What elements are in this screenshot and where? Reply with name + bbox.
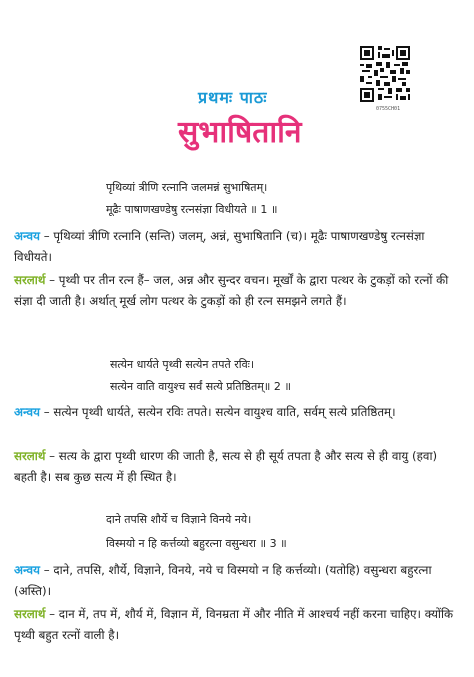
saralartha-label: सरलार्थ [14,449,46,463]
anvaya-text: – पृथिव्यां त्रीणि रत्नानि (सन्ति) जलम्, अन्नं, सुभाषितानि (च)। मूढैः पाषाणखण्डेषु रत्नसंज्ञा विधीयते। [14,229,425,264]
verse-1-anvaya [14,226,462,268]
lesson-number: प्रथमः पाठः [198,88,268,107]
saralartha-label: सरलार्थ [14,273,46,287]
anvaya-text: – दाने, तपसि, शौर्ये, विज्ञाने, विनये, नये च विस्मयो न हि कर्त्तव्यो। (यतोहि) वसुन्धरा बहुरत्ना (अस्ति)। [14,563,432,598]
verse-2-line-2: सत्येन वाति वायुश्च सर्वं सत्ये प्रतिष्ठितम्॥ 2 ॥ [110,380,291,393]
anvaya-label: अन्वय [14,229,40,243]
verse-2-anvaya [14,402,462,423]
verse-3-line-2: विस्मयो न हि कर्त्तव्यो बहुरत्ना वसुन्धरा ॥ 3 ॥ [106,537,287,550]
lesson-title: सुभाषितानि [178,115,302,150]
verse-3-line-1: दाने तपसि शौर्ये च विज्ञाने विनये नये। [106,513,252,526]
anvaya-label: अन्वय [14,405,40,419]
saralartha-text: – पृथ्वी पर तीन रत्न हैं– जल, अन्न और सुन्दर वचन। मूर्खों के द्वारा पत्थर के टुकड़ों को रत्नों की संज्ञा दी जाती है। अर्थात् मूर्ख लोग पत्थर के टुकड़ों को ही रत्न समझने लगते हैं। [14,273,449,308]
verse-2-line-1: सत्येन धार्यते पृथ्वी सत्येन तपते रविः। [110,358,255,371]
qr-code-icon[interactable] [360,46,410,102]
verse-3-anvaya [14,560,462,602]
verse-1-saralartha [14,270,462,312]
verse-1-line-1: पृथिव्यां त्रीणि रत्नानि जलमन्नं सुभाषितम्। [106,181,268,194]
verse-1-line-2: मूढैः पाषाणखण्डेषु रत्नसंज्ञा विधीयते ॥ 1 ॥ [106,203,278,216]
verse-3-saralartha [14,604,462,646]
saralartha-text: – दान में, तप में, शौर्य में, विज्ञान में, विनम्रता में और नीति में आश्चर्य नहीं करना चाहिए। क्योंकि पृथ्वी बहुत रत्नों वाली है। [14,607,454,642]
anvaya-label: अन्वय [14,563,40,577]
anvaya-text: – सत्येन पृथ्वी धार्यते, सत्येन रविः तपते। सत्येन वायुश्च वाति, सर्वम् सत्ये प्रतिष्ठितम्। [39,405,396,419]
verse-2-saralartha [14,446,462,488]
saralartha-label: सरलार्थ [14,607,46,621]
qr-code-id: 0755CH01 [376,106,401,112]
saralartha-text: – सत्य के द्वारा पृथ्वी धारण की जाती है, सत्य से ही सूर्य तपता है और सत्य से ही वायु (हवा) बहती है। सब कुछ सत्य में ही स्थित है। [14,449,438,484]
